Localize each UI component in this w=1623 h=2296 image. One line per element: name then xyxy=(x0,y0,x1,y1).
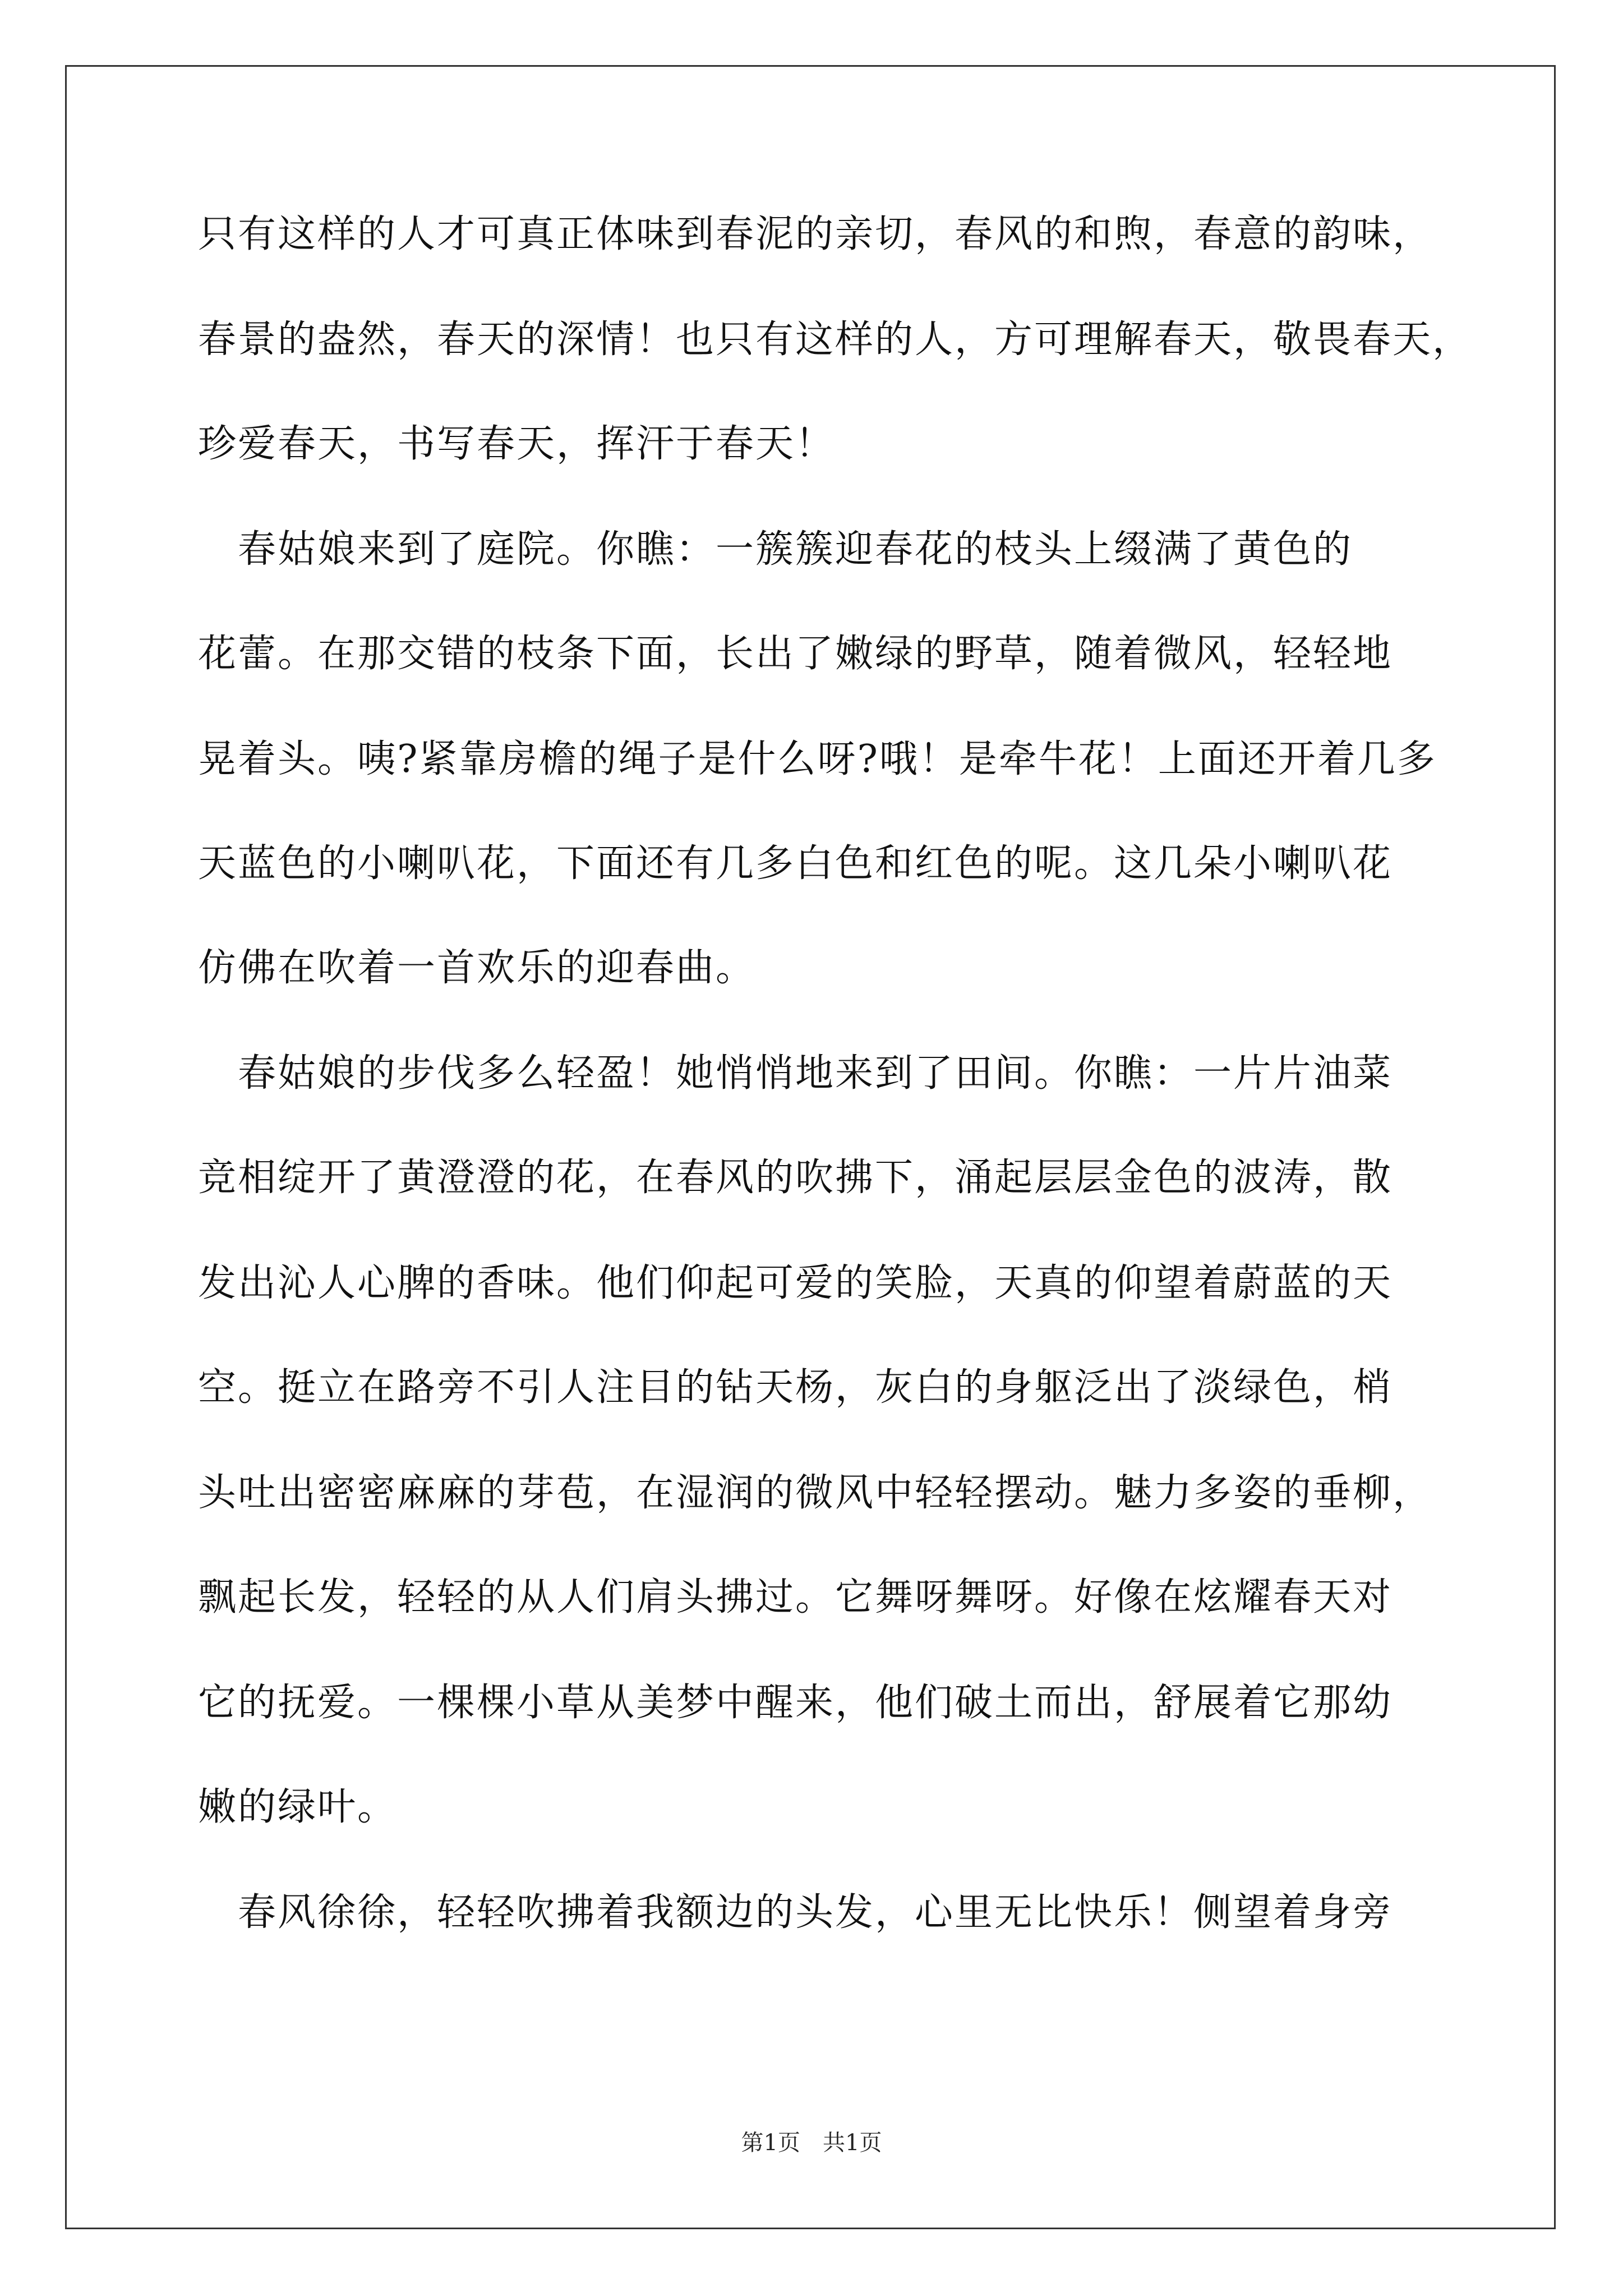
text-line: 它的抚爱。一棵棵小草从美梦中醒来，他们破土而出，舒展着它那幼 xyxy=(198,1681,1393,1725)
text-line: 仿佛在吹着一首欢乐的迎春曲。 xyxy=(198,946,756,990)
text-line: 晃着头。咦?紧靠房檐的绳子是什么呀?哦！是牵牛花！上面还开着几多 xyxy=(198,737,1437,781)
text-line: 飘起长发，轻轻的从人们肩头拂过。它舞呀舞呀。好像在炫耀春天对 xyxy=(198,1575,1393,1619)
text-line: 珍爱春天，书写春天，挥汗于春天！ xyxy=(198,422,836,466)
page-footer: 第1页 共1页 xyxy=(741,2130,882,2156)
text-line: 春姑娘的步伐多么轻盈！她悄悄地来到了田间。你瞧：一片片油菜 xyxy=(198,1051,1393,1096)
text-line: 只有这样的人才可真正体味到春泥的亲切，春风的和煦，春意的韵味， xyxy=(198,212,1433,256)
text-line: 春姑娘来到了庭院。你瞧：一簇簇迎春花的枝头上缀满了黄色的 xyxy=(198,527,1353,572)
text-line: 空。挺立在路旁不引人注目的钻天杨，灰白的身躯泛出了淡绿色，梢 xyxy=(198,1365,1393,1410)
text-line: 竞相绽开了黄澄澄的花，在春风的吹拂下，涌起层层金色的波涛，散 xyxy=(198,1156,1393,1200)
text-line: 春风徐徐，轻轻吹拂着我额边的头发，心里无比快乐！侧望着身旁 xyxy=(198,1890,1393,1935)
text-line: 发出沁人心脾的香味。他们仰起可爱的笑脸，天真的仰望着蔚蓝的天 xyxy=(198,1261,1393,1305)
text-line: 花蕾。在那交错的枝条下面，长出了嫩绿的野草，随着微风，轻轻地 xyxy=(198,632,1393,676)
text-line: 嫩的绿叶。 xyxy=(198,1785,398,1829)
text-line: 头吐出密密麻麻的芽苞，在湿润的微风中轻轻摆动。魅力多姿的垂柳， xyxy=(198,1471,1433,1515)
text-line: 春景的盎然，春天的深情！也只有这样的人，方可理解春天，敬畏春天， xyxy=(198,318,1473,362)
text-line: 天蓝色的小喇叭花，下面还有几多白色和红色的呢。这几朵小喇叭花 xyxy=(198,841,1393,886)
